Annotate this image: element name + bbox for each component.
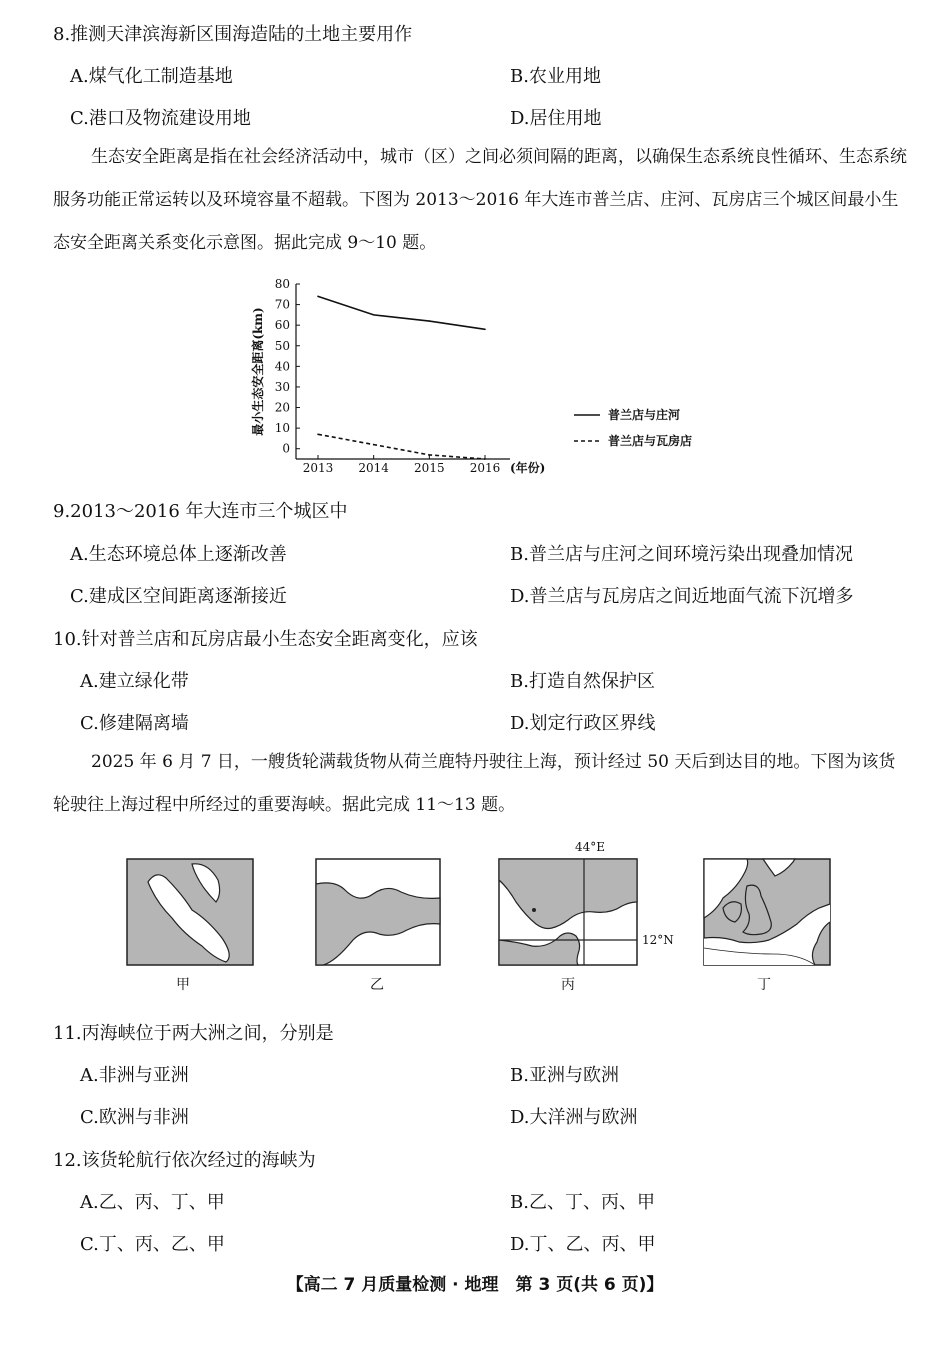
q11-stem: 11.丙海峡位于两大洲之间，分别是 bbox=[53, 1023, 334, 1044]
y-tick-label: 70 bbox=[274, 297, 290, 312]
series-1-point bbox=[373, 314, 375, 316]
y-tick-label: 30 bbox=[274, 379, 290, 394]
series-2-point bbox=[317, 433, 319, 435]
y-tick-label: 20 bbox=[274, 400, 290, 415]
q9-option-c: C.建成区空间距离逐渐接近 bbox=[70, 586, 287, 607]
strait-maps bbox=[0, 838, 950, 998]
q8-option-d: D.居住用地 bbox=[510, 108, 602, 129]
y-tick-label: 40 bbox=[274, 359, 290, 374]
y-tick-label: 10 bbox=[274, 421, 290, 436]
passage-ecological-distance: 生态安全距离是指在社会经济活动中，城市（区）之间必须间隔的距离，以确保生态系统良性循环、生态系统服务功能正常运转以及环境容量不超载。下图为 2013～2016 年大连市普兰店、庄河、瓦房店三个城区间最小生态安全距离关系变化示意图。据此完成 9～10 题。 bbox=[53, 147, 907, 253]
q11-option-c: C.欧洲与非洲 bbox=[80, 1107, 189, 1128]
x-tick-label: 2016 bbox=[469, 461, 501, 475]
q8-option-c: C.港口及物流建设用地 bbox=[70, 108, 251, 129]
map-ding bbox=[703, 858, 831, 966]
q9-option-a: A.生态环境总体上逐渐改善 bbox=[70, 544, 287, 565]
q9-option-d: D.普兰店与瓦房店之间近地面气流下沉增多 bbox=[510, 586, 854, 607]
series-line-1 bbox=[318, 296, 485, 329]
map-yi bbox=[315, 858, 441, 966]
page-footer: 【高二 7 月质量检测 · 地理 第 3 页(共 6 页)】 bbox=[286, 1275, 664, 1295]
series-1-point bbox=[429, 320, 431, 322]
map-lon-label: 44°E bbox=[575, 840, 606, 854]
x-tick-label: 2013 bbox=[302, 461, 334, 475]
map-bing bbox=[498, 858, 638, 966]
q11-option-d: D.大洋洲与欧洲 bbox=[510, 1107, 638, 1128]
q11-option-b: B.亚洲与欧洲 bbox=[510, 1065, 619, 1086]
map-label-yi: 乙 bbox=[370, 977, 384, 993]
legend-label-2: 普兰店与瓦房店 bbox=[608, 434, 693, 448]
legend-label-1: 普兰店与庄河 bbox=[608, 408, 681, 422]
series-line-2 bbox=[318, 434, 485, 459]
y-tick-label: 60 bbox=[274, 318, 290, 333]
y-tick-label: 50 bbox=[274, 338, 290, 353]
y-tick-label: 0 bbox=[282, 441, 290, 456]
q8-option-a: A.煤气化工制造基地 bbox=[70, 66, 233, 87]
x-tick-label: 2015 bbox=[414, 461, 445, 475]
passage-cargo-ship: 2025 年 6 月 7 日，一艘货轮满载货物从荷兰鹿特丹驶往上海，预计经过 50 天后到达目的地。下图为该货轮驶往上海过程中所经过的重要海峡。据此完成 11～13 题。 bbox=[53, 752, 896, 815]
q8-option-b: B.农业用地 bbox=[510, 66, 601, 87]
q9-option-b: B.普兰店与庄河之间环境污染出现叠加情况 bbox=[510, 544, 853, 565]
q12-option-b: B.乙、丁、丙、甲 bbox=[510, 1192, 655, 1213]
map-jia bbox=[126, 858, 254, 966]
q12-stem: 12.该货轮航行依次经过的海峡为 bbox=[53, 1150, 316, 1171]
q10-stem: 10.针对普兰店和瓦房店最小生态安全距离变化，应该 bbox=[53, 629, 478, 650]
q10-option-a: A.建立绿化带 bbox=[80, 671, 189, 692]
series-2-point bbox=[429, 454, 431, 456]
x-tick-label: 2014 bbox=[358, 461, 389, 475]
series-1-point bbox=[484, 328, 486, 330]
map-label-jia: 甲 bbox=[176, 977, 190, 993]
map-label-ding: 丁 bbox=[757, 977, 771, 993]
series-2-point bbox=[484, 458, 486, 460]
q8-stem: 8.推测天津滨海新区围海造陆的土地主要用作 bbox=[53, 24, 413, 45]
y-tick-label: 80 bbox=[274, 277, 290, 291]
q12-option-a: A.乙、丙、丁、甲 bbox=[80, 1192, 225, 1213]
series-2-point bbox=[373, 444, 375, 446]
q10-option-d: D.划定行政区界线 bbox=[510, 713, 656, 734]
q9-stem: 9.2013～2016 年大连市三个城区中 bbox=[53, 501, 348, 522]
y-axis-label: 最小生态安全距离(km) bbox=[251, 307, 265, 436]
series-1-point bbox=[317, 296, 319, 298]
q11-option-a: A.非洲与亚洲 bbox=[80, 1065, 189, 1086]
x-axis-label: (年份) bbox=[510, 461, 546, 475]
eco-distance-chart bbox=[240, 276, 720, 486]
map-lat-label: 12°N bbox=[642, 933, 674, 947]
q10-option-c: C.修建隔离墙 bbox=[80, 713, 189, 734]
q12-option-d: D.丁、乙、丙、甲 bbox=[510, 1234, 656, 1255]
q12-option-c: C.丁、丙、乙、甲 bbox=[80, 1234, 225, 1255]
map-label-bing: 丙 bbox=[561, 977, 575, 993]
q10-option-b: B.打造自然保护区 bbox=[510, 671, 655, 692]
